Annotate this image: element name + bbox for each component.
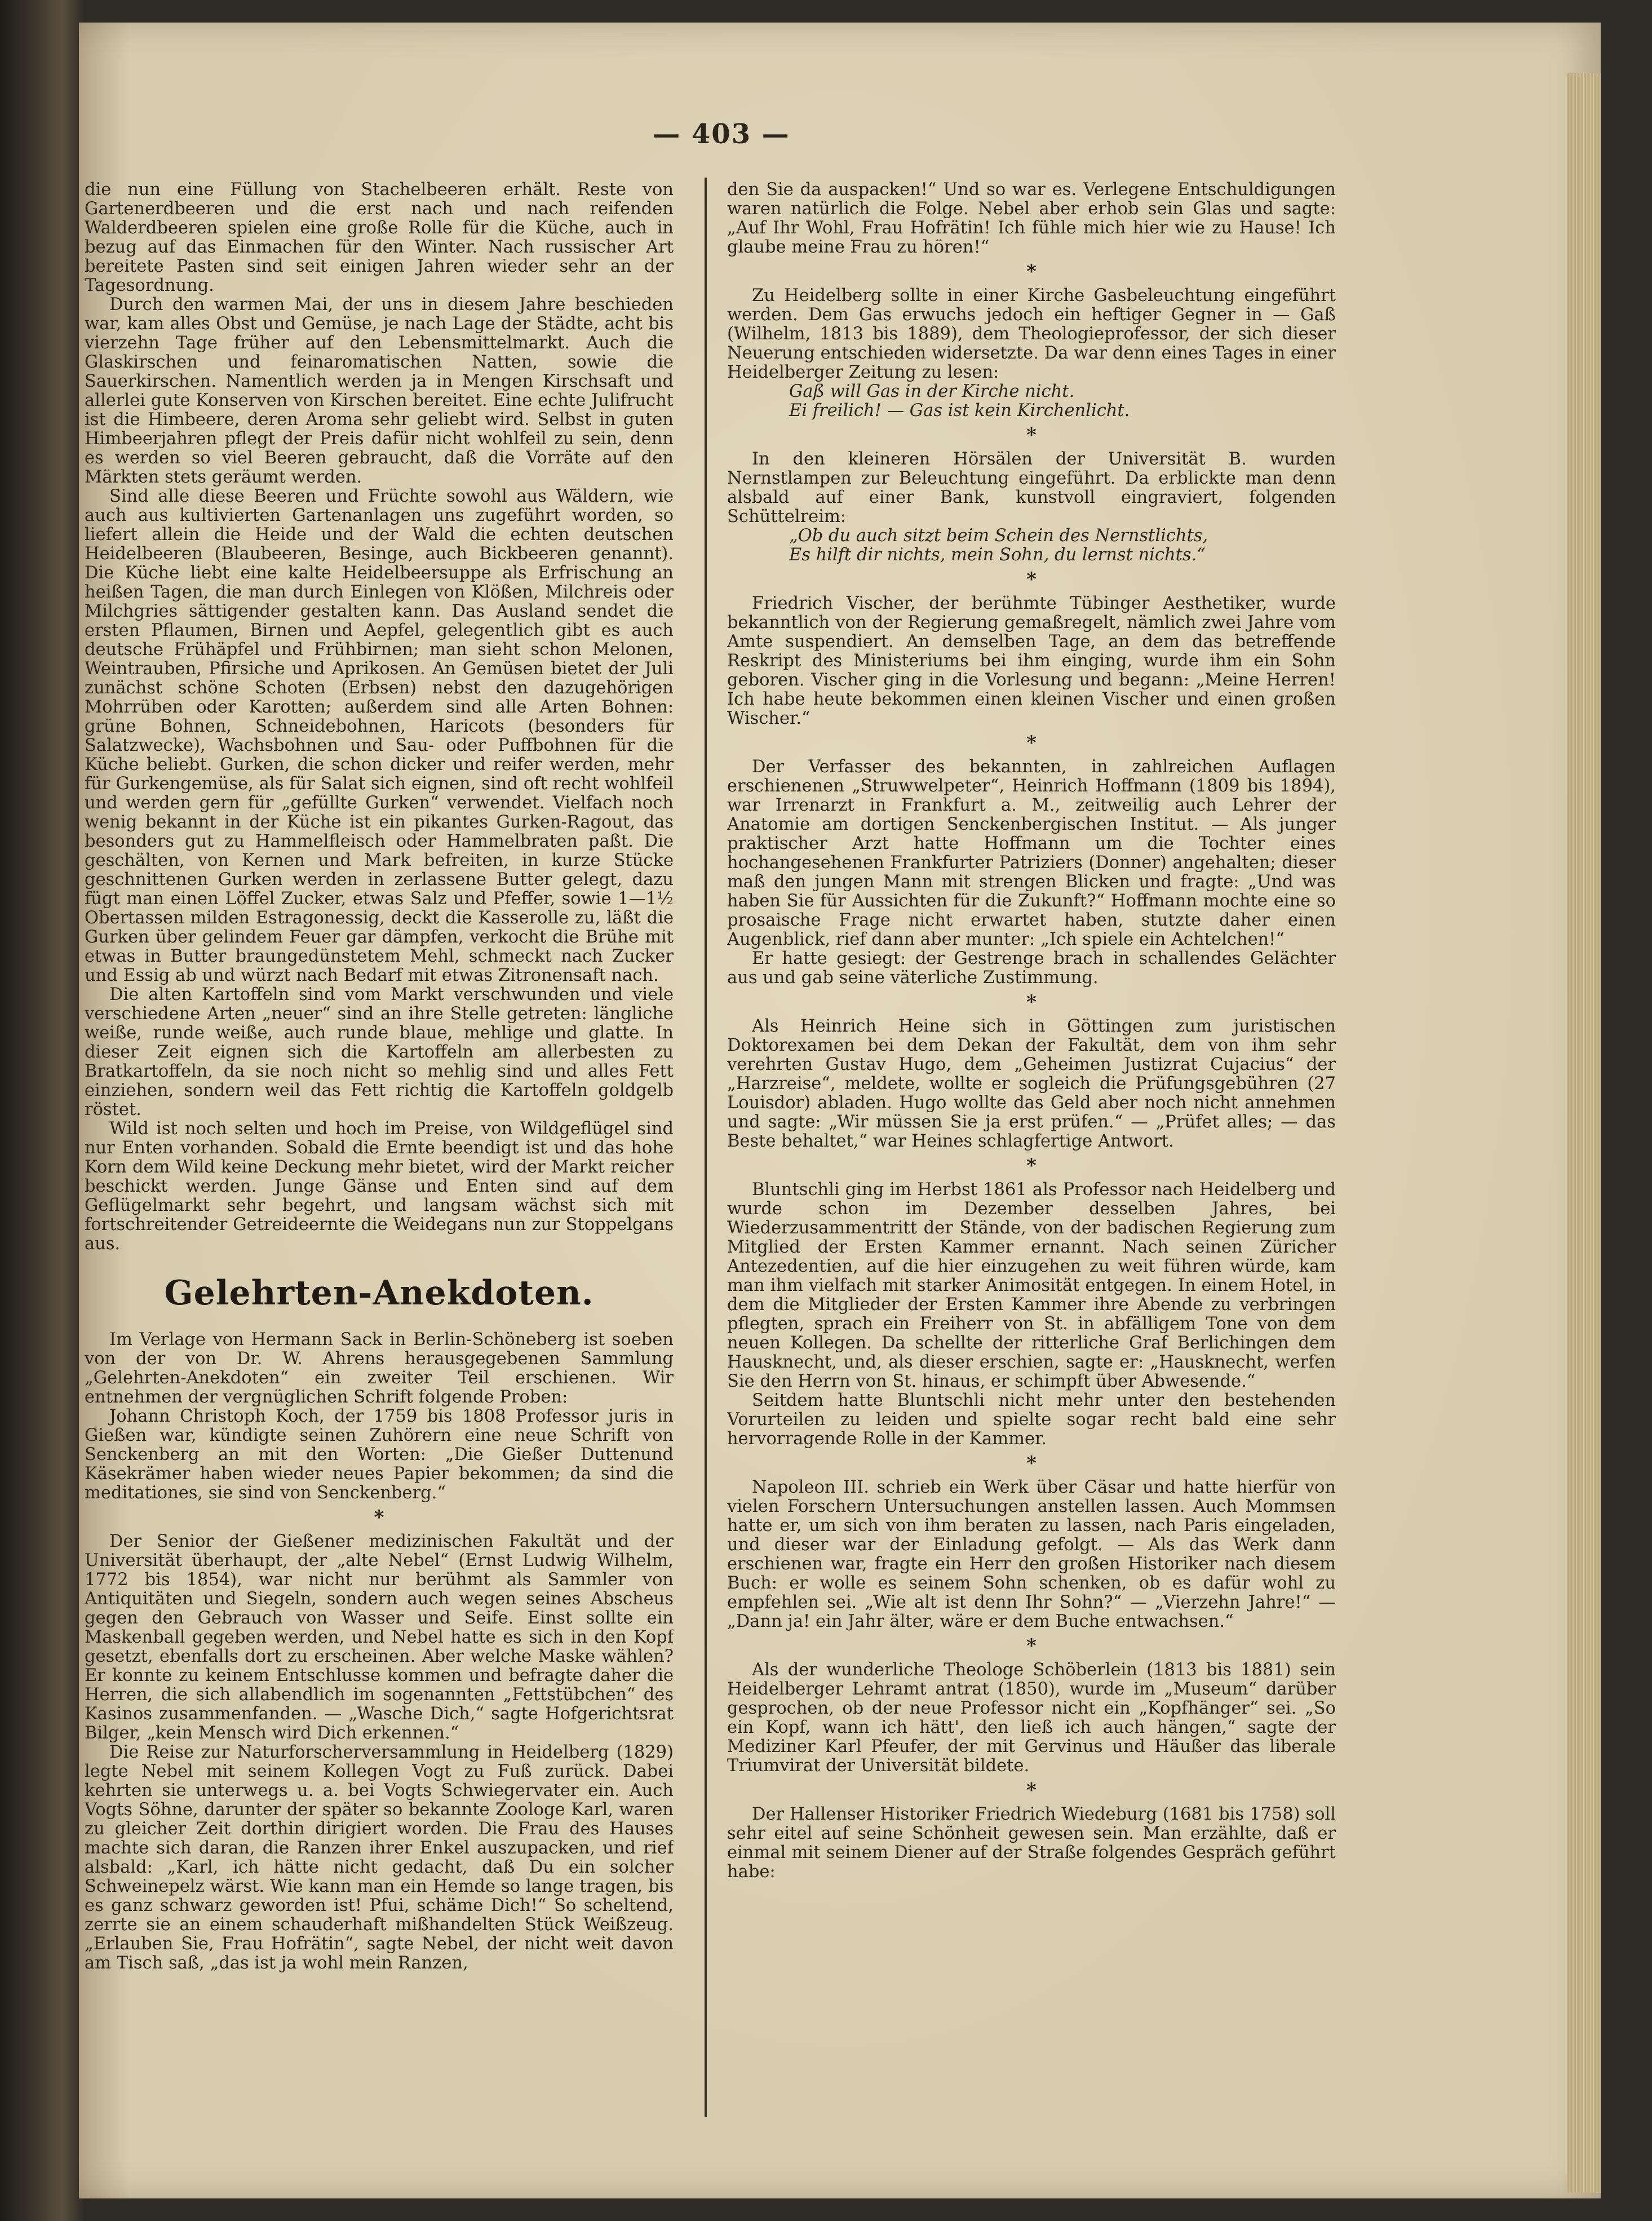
- separator-asterisk: *: [1026, 1154, 1037, 1177]
- paragraph: Friedrich Vischer, der berühmte Tübinger Aesthetiker, wurde bekanntlich von der Regierung gemaßregelt, nämlich zwei Jahre vom Amte suspendiert. An demselben Tage, an dem das betreffende Reskript des Ministeriums bei ihm einging, wurde ihm ein Sohn geboren. Vischer ging in die Vorlesung und begann: „Meine Herren! Ich habe heute bekommen einen kleinen Vischer und einen großen Wischer.“: [727, 594, 1336, 728]
- verse-line: Gaß will Gas in der Kirche nicht.: [789, 382, 1075, 401]
- paragraph: Er hatte gesiegt: der Gestrenge brach in schallendes Gelächter aus und gab seine väterliche Zustimmung.: [727, 949, 1336, 988]
- paragraph: den Sie da auspacken!“ Und so war es. Verlegene Entschuldigungen waren natürlich die Folge. Nebel aber erhob sein Glas und sagte: „Auf Ihr Wohl, Frau Hofrätin! Ich fühle mich hier wie zu Hause! Ich glaube meine Frau zu hören!“: [727, 180, 1336, 257]
- page-number: — 403 —: [653, 118, 790, 150]
- separator-asterisk: *: [1026, 568, 1037, 591]
- paragraph: Der Senior der Gießener medizinischen Fakultät und der Universität überhaupt, der „alte Nebel“ (Ernst Ludwig Wilhelm, 1772 bis 1854), war nicht nur berühmt als Sammler von Antiquitäten und Siegeln, sondern auch wegen seines Abscheus gegen den Gebrauch von Wasser und Seife. Einst sollte ein Maskenball gegeben werden, und Nebel hatte es sich in den Kopf gesetzt, ebenfalls dort zu erscheinen. Aber welche Maske wählen? Er konnte zu keinem Entschlusse kommen und befragte daher die Herren, die sich allabendlich im sogenannten „Fettstübchen“ des Kasinos zusammenfanden. — „Wasche Dich,“ sagte Hofgerichtsrat Bilger, „kein Mensch wird Dich erkennen.“: [85, 1532, 674, 1743]
- section-heading: Gelehrten-Anekdoten.: [164, 1273, 594, 1313]
- separator-asterisk: *: [1026, 1452, 1037, 1475]
- paragraph: Sind alle diese Beeren und Früchte sowohl aus Wäldern, wie auch aus kultivierten Gartenanlagen uns zugeführt worden, so liefert allein die Heide und der Wald die echten deutschen Heidelbeeren (Blaubeeren, Besinge, auch Bickbeeren genannt). Die Küche liebt eine kalte Heidelbeersuppe als Erfrischung an heißen Tagen, die man durch Einlegen von Klößen, Milchreis oder Milchgries sättigender gestalten kann. Das Ausland sendet die ersten Pflaumen, Birnen und Aepfel, gelegentlich gibt es auch deutsche Frühäpfel und Frühbirnen; man sieht schon Melonen, Weintrauben, Pfirsiche und Aprikosen. An Gemüsen bietet der Juli zunächst schöne Schoten (Erbsen) nebst den dazugehörigen Mohrrüben oder Karotten; außerdem sind alle Arten Bohnen: grüne Bohnen, Schneidebohnen, Haricots (besonders für Salatzwecke), Wachsbohnen und Sau- oder Puffbohnen für die Küche beliebt. Gurken, die schon dicker und reifer werden, mehr für Gurkengemüse, als für Salat sich eignen, sind oft recht wohlfeil und werden gern für „gefüllte Gurken“ verwendet. Vielfach noch wenig bekannt in der Küche ist ein pikantes Gurken-Ragout, das besonders gut zu Hammelfleisch oder Hammelbraten paßt. Die geschälten, von Kernen und Mark befreiten, in kurze Stücke geschnittenen Gurken werden in zerlassene Butter gelegt, dazu fügt man einen Löffel Zucker, etwas Salz und Pfeffer, sowie 1—1½ Obertassen milden Estragonessig, deckt die Kasserolle zu, läßt die Gurken über gelindem Feuer gar dämpfen, verkocht die Brühe mit etwas in Butter braungedünstetem Mehl, schmeckt nach Zucker und Essig ab und würzt nach Bedarf mit etwas Zitronensaft nach.: [85, 486, 674, 985]
- paragraph: Der Hallenser Historiker Friedrich Wiedeburg (1681 bis 1758) soll sehr eitel auf seine Schönheit gewesen sein. Man erzählte, daß er einmal mit seinem Diener auf der Straße folgendes Gespräch geführt habe:: [727, 1804, 1336, 1882]
- paragraph: Bluntschli ging im Herbst 1861 als Professor nach Heidelberg und wurde schon im Dezember desselben Jahres, bei Wiederzusammentritt der Stände, von der badischen Regierung zum Mitglied der Ersten Kammer ernannt. Nach seinen Züricher Antezedentien, auf die hier einzugehen zu weit führen würde, kam man ihm vielfach mit starker Animosität entgegen. In einem Hotel, in dem die Mitglieder der Ersten Kammer ihre Abende zu verbringen pflegten, sprach ein Freiherr von St. in abfälligem Tone von dem neuen Kollegen. Da schellte der ritterliche Graf Berlichingen dem Hausknecht, und, als dieser erschien, sagte er: „Hausknecht, werfen Sie den Herrn von St. hinaus, er schimpft über Abwesende.“: [727, 1180, 1336, 1391]
- separator-asterisk: *: [1026, 424, 1037, 446]
- separator-asterisk: *: [1026, 1635, 1037, 1657]
- paragraph: In den kleineren Hörsälen der Universität B. wurden Nernstlampen zur Beleuchtung eingeführt. Da erblickte man denn alsbald auf einer Bank, kunstvoll eingraviert, folgenden Schüttelreim:: [727, 449, 1336, 527]
- separator-asterisk: *: [374, 1506, 384, 1529]
- paragraph: Wild ist noch selten und hoch im Preise, von Wildgeflügel sind nur Enten vorhanden. Sobald die Ernte beendigt ist und das hohe Korn dem Wild keine Deckung mehr bietet, wird der Markt reicher beschickt werden. Junge Gänse und Enten sind auf dem Geflügelmarkt sehr begehrt, und langsam wächst sich mit fortschreitender Getreideernte die Weidegans nun zur Stoppelgans aus.: [85, 1119, 674, 1254]
- right-column: [727, 180, 1336, 2131]
- paragraph: Napoleon III. schrieb ein Werk über Cäsar und hatte hierfür von vielen Forschern Untersuchungen anstellen lassen. Auch Mommsen hatte er, um sich von ihm beraten zu lassen, nach Paris eingeladen, und dieser war der Einladung gefolgt. — Als das Werk dann erschienen war, fragte ein Herr den großen Historiker nach diesem Buch: er wolle es seinem Sohn schenken, ob es dafür wohl zu empfehlen sei. „Wie alt ist denn Ihr Sohn?“ — „Vierzehn Jahre!“ — „Dann ja! ein Jahr älter, wäre er dem Buche entwachsen.“: [727, 1477, 1336, 1631]
- paragraph: Durch den warmen Mai, der uns in diesem Jahre beschieden war, kam alles Obst und Gemüse, je nach Lage der Städte, acht bis vierzehn Tage früher auf den Lebensmittelmarkt. Auch die Glaskirschen und feinaromatischen Natten, sowie die Sauerkirschen. Namentlich werden ja in Mengen Kirschsaft und allerlei gute Konserven von Kirschen bereitet. Eine echte Julifrucht ist die Himbeere, deren Aroma sehr geliebt wird. Selbst in guten Himbeerjahren pflegt der Preis dafür nicht wohlfeil zu sein, denn es werden so viel Beeren gebraucht, daß die Vorräte auf den Märkten stets geräumt werden.: [85, 295, 674, 487]
- separator-asterisk: *: [1026, 1779, 1037, 1802]
- left-column: [85, 180, 674, 2131]
- paragraph: Die Reise zur Naturforscherversammlung in Heidelberg (1829) legte Nebel mit seinem Kollegen Vogt zu Fuß zurück. Dabei kehrten sie unterwegs u. a. bei Vogts Schwiegervater ein. Auch Vogts Söhne, darunter der später so bekannte Zoologe Karl, waren zu gleicher Zeit dorthin dirigiert worden. Die Frau des Hauses machte sich daran, die Ranzen ihrer Enkel auszupacken, und rief alsbald: „Karl, ich hätte nicht gedacht, daß Du ein solcher Schweinepelz wärst. Wie kann man ein Hemde so lange tragen, bis es ganz schwarz geworden ist! Pfui, schäme Dich!“ So scheltend, zerrte sie an einem schauderhaft mißhandelten Stück Weißzeug. „Erlauben Sie, Frau Hofrätin“, sagte Nebel, der nicht weit davon am Tisch saß, „das ist ja wohl mein Ranzen,: [85, 1742, 674, 1973]
- paragraph: Johann Christoph Koch, der 1759 bis 1808 Professor juris in Gießen war, kündigte seinen Zuhörern eine neue Schrift von Senckenberg an mit den Worten: „Die Gießer Duttenund Käsekrämer haben wieder neues Papier bekommen; da sind die meditationes, sie sind von Senckenberg.“: [85, 1406, 674, 1503]
- column-divider: [705, 178, 707, 2117]
- paragraph: Als der wunderliche Theologe Schöberlein (1813 bis 1881) sein Heidelberger Lehramt antrat (1850), wurde im „Museum“ darüber gesprochen, ob der neue Professor nicht ein „Kopfhänger“ sei. „So ein Kopf, wann ich hätt', den ließ ich auch hängen,“ sagte der Mediziner Karl Pfeufer, der mit Gervinus und Häußer das liberale Triumvirat der Universität bildete.: [727, 1660, 1336, 1776]
- paragraph: Im Verlage von Hermann Sack in Berlin-Schöneberg ist soeben von der von Dr. W. Ahrens herausgegebenen Sammlung „Gelehrten-Anekdoten“ ein zweiter Teil erschienen. Wir entnehmen der vergnüglichen Schrift folgende Proben:: [85, 1330, 674, 1407]
- paragraph: Zu Heidelberg sollte in einer Kirche Gasbeleuchtung eingeführt werden. Dem Gas erwuchs jedoch ein heftiger Gegner in — Gaß (Wilhelm, 1813 bis 1889), dem Theologieprofessor, der sich dieser Neuerung entschieden widersetzte. Da war denn eines Tages in einer Heidelberger Zeitung zu lesen:: [727, 286, 1336, 382]
- verse-line: „Ob du auch sitzt beim Schein des Nernstlichts,: [789, 526, 1208, 546]
- paragraph: die nun eine Füllung von Stachelbeeren erhält. Reste von Gartenerdbeeren und die erst nach und nach reifenden Walderdbeeren spielen eine große Rolle für die Küche, auch in bezug auf das Einmachen für den Winter. Nach russischer Art bereitete Pasten sind seit einigen Jahren wieder sehr an der Tagesordnung.: [85, 180, 674, 295]
- page-edge: [1567, 73, 1601, 2193]
- verse-line: Ei freilich! — Gas ist kein Kirchenlicht.: [789, 401, 1130, 421]
- paragraph: Die alten Kartoffeln sind vom Markt verschwunden und viele verschiedene Arten „neuer“ sind an ihre Stelle getreten: längliche weiße, runde weiße, auch runde blaue, mehlige und glatte. In dieser Zeit eignen sich die Kartoffeln am allerbesten zu Bratkartoffeln, da sie noch nicht so mehlig sind und alles Fett einziehen, sondern weil das Fett richtig die Kartoffeln goldgelb röstet.: [85, 985, 674, 1120]
- paragraph: Als Heinrich Heine sich in Göttingen zum juristischen Doktorexamen bei dem Dekan der Fakultät, dem von ihm sehr verehrten Gustav Hugo, dem „Geheimen Justizrat Cujacius“ der „Harzreise“, meldete, wollte er sogleich die Prüfungsgebühren (27 Louisdor) abladen. Hugo wollte das Geld aber noch nicht annehmen und sagte: „Wir müssen Sie ja erst prüfen.“ — „Prüfet alles; — das Beste behaltet,“ war Heines schlagfertige Antwort.: [727, 1016, 1336, 1151]
- separator-asterisk: *: [1026, 991, 1037, 1014]
- paragraph: Der Verfasser des bekannten, in zahlreichen Auflagen erschienenen „Struwwelpeter“, Heinrich Hoffmann (1809 bis 1894), war Irrenarzt in Frankfurt a. M., zeitweilig auch Lehrer der Anatomie am dortigen Senckenbergischen Institut. — Als junger praktischer Arzt hatte Hoffmann um die Tochter eines hochangesehenen Frankfurter Patriziers (Donner) angehalten; dieser maß den jungen Mann mit strengen Blicken und fragte: „Und was haben Sie für Aussichten für die Zukunft?“ Hoffmann mochte eine so prosaische Frage nicht erwartet haben, stutzte daher einen Augenblick, rief dann aber munter: „Ich spiele ein Achtelchen!“: [727, 757, 1336, 949]
- separator-asterisk: *: [1026, 260, 1037, 283]
- verse-line: Es hilft dir nichts, mein Sohn, du lernst nichts.“: [789, 545, 1206, 565]
- paragraph: Seitdem hatte Bluntschli nicht mehr unter den bestehenden Vorurteilen zu leiden und spielte sogar recht bald eine sehr hervorragende Rolle in der Kammer.: [727, 1391, 1336, 1449]
- separator-asterisk: *: [1026, 732, 1037, 754]
